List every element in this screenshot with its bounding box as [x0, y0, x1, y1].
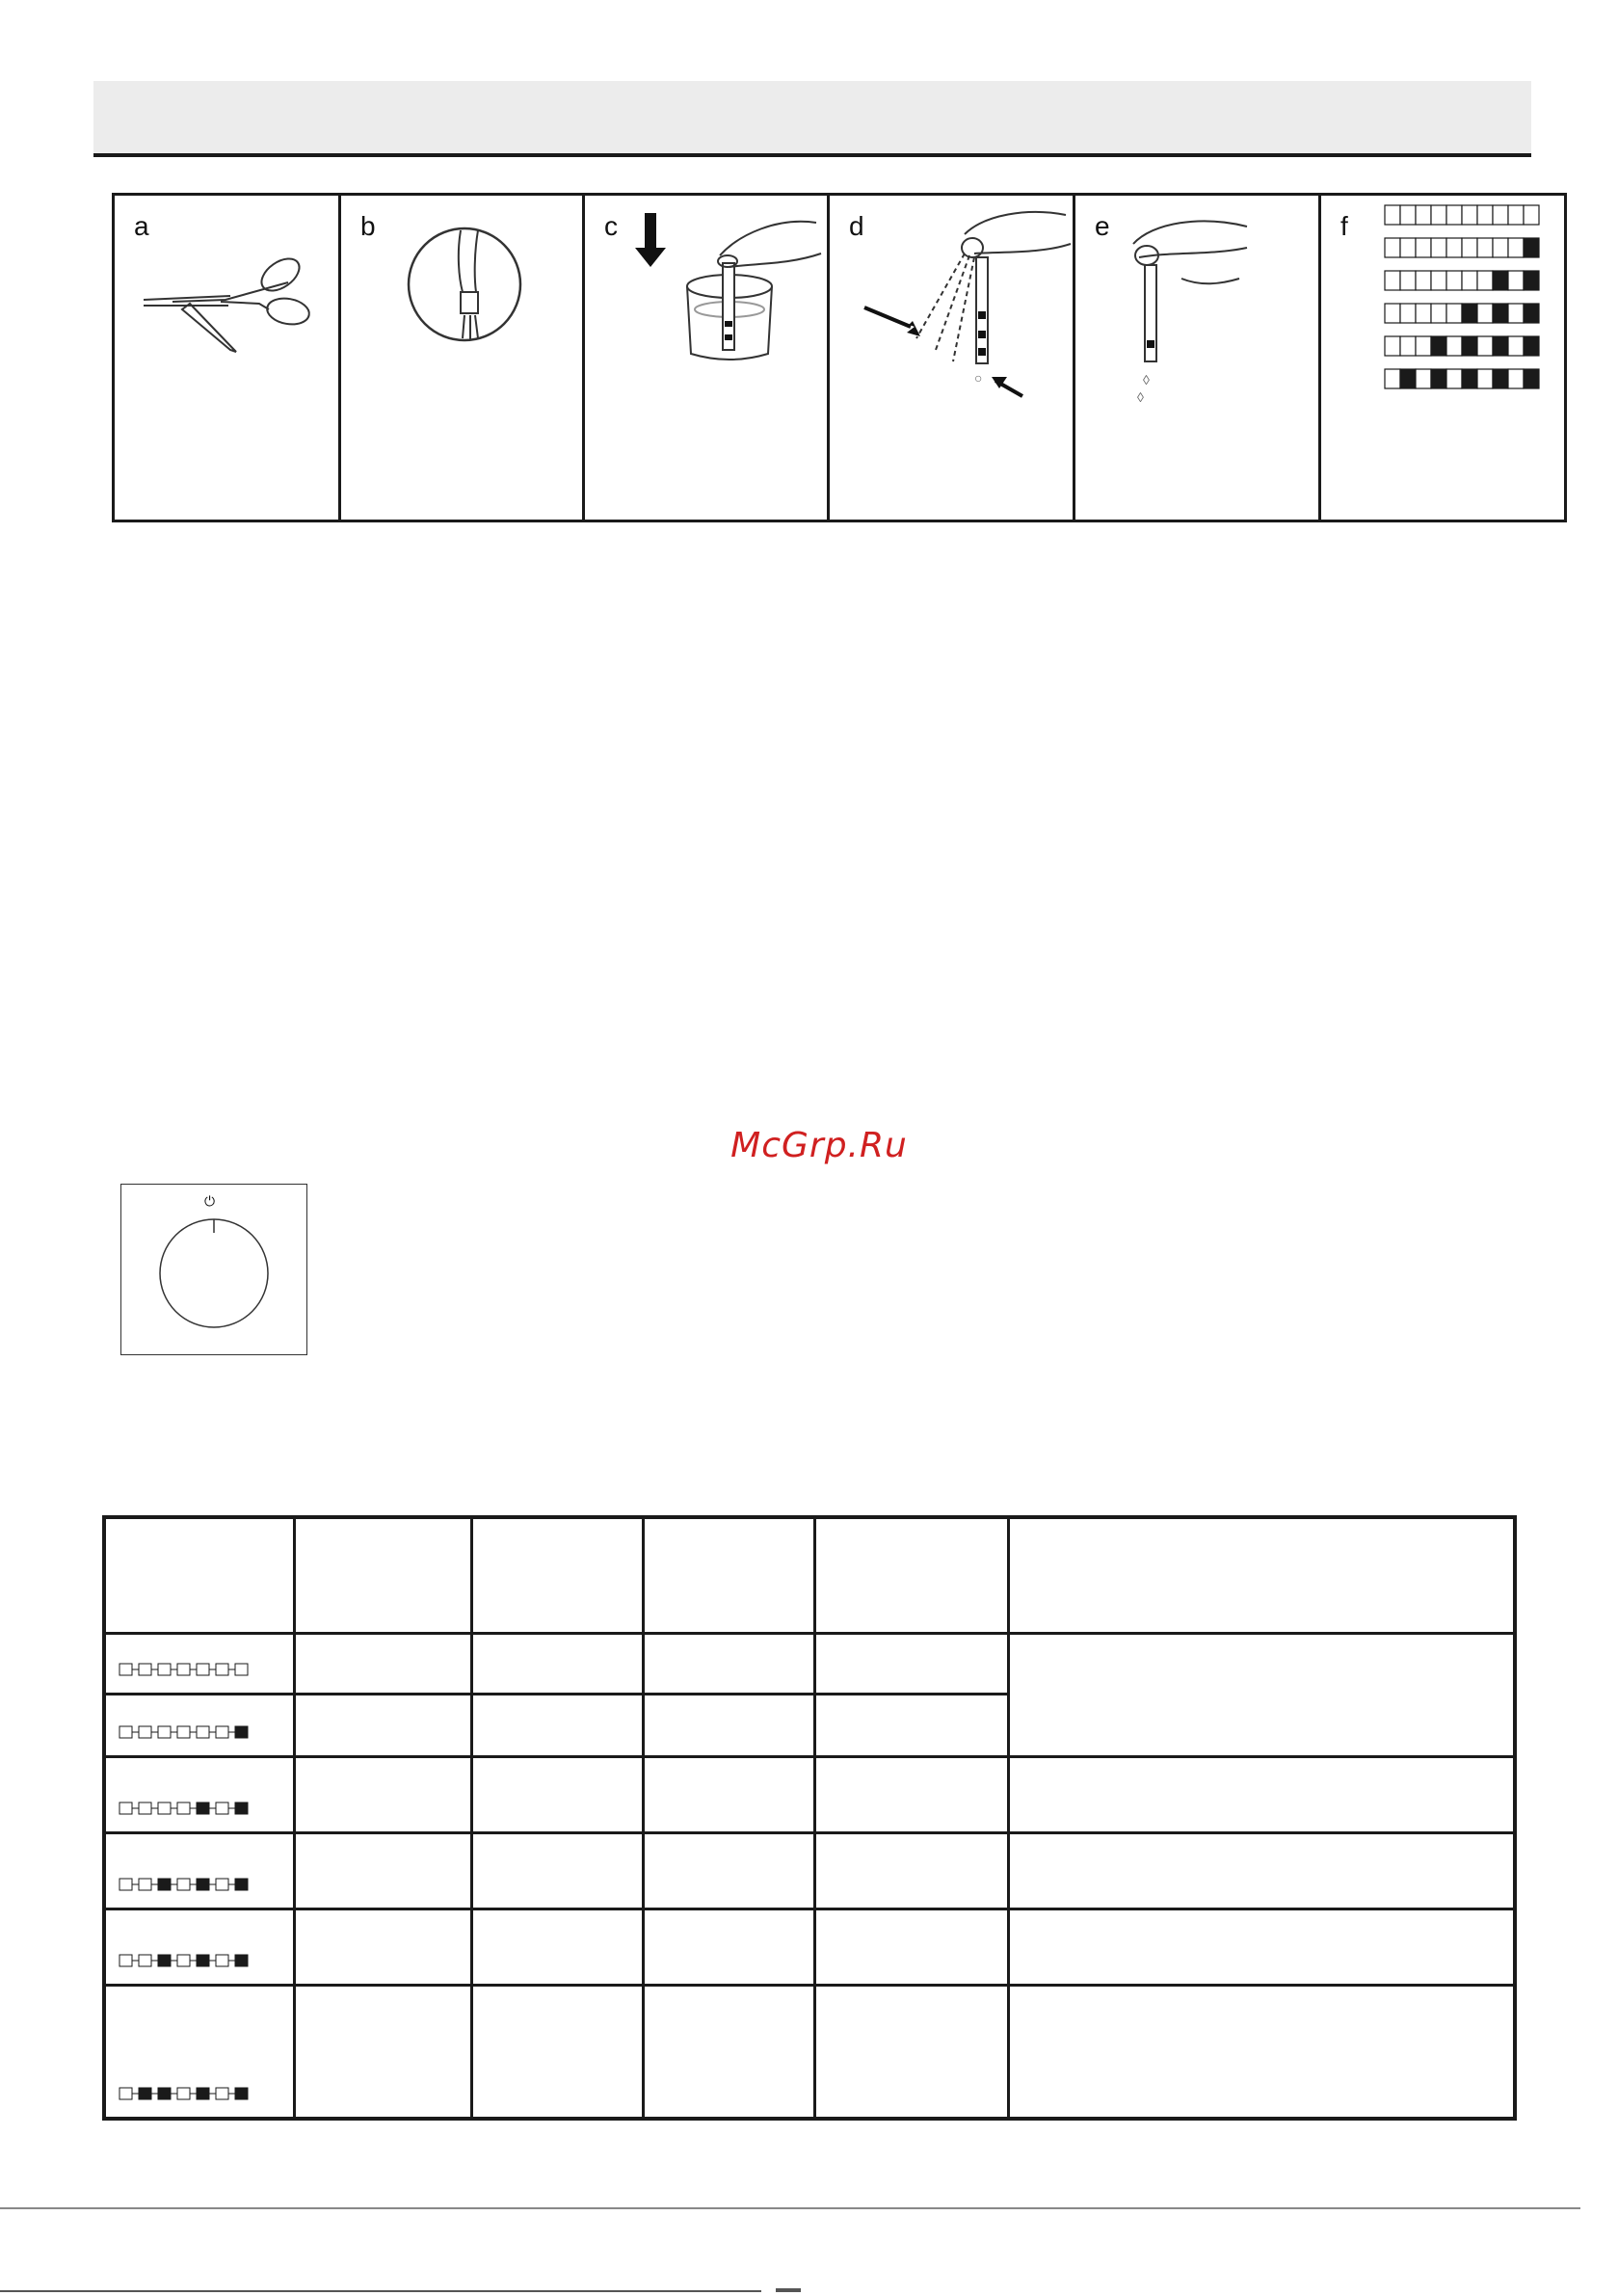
table-header-cell: [1008, 1517, 1515, 1633]
table-cell: [1008, 1985, 1515, 2119]
table-row: [104, 1985, 1515, 2119]
strip-square-dark: [158, 1955, 171, 1966]
strip-square-light: [216, 1664, 228, 1675]
svg-text:◊: ◊: [1137, 389, 1144, 405]
scale-square-light: [1385, 304, 1400, 323]
scale-square-light: [1400, 238, 1416, 257]
panel-a: [112, 193, 341, 522]
table-cell: [814, 1756, 1008, 1832]
read-strip-icon: [1075, 196, 1318, 520]
strip-square-light: [139, 1664, 151, 1675]
scale-square-light: [1416, 271, 1431, 290]
table-header-row: [104, 1517, 1515, 1633]
strip-square-dark: [235, 1879, 248, 1890]
table-cell: [643, 1633, 814, 1694]
scale-square-light: [1446, 304, 1462, 323]
table-cell: [294, 1985, 471, 2119]
strip-square-dark: [158, 2088, 171, 2099]
strip-square-light: [119, 1802, 132, 1814]
table-cell: [294, 1909, 471, 1985]
strip-square-dark: [235, 1802, 248, 1814]
strip-square-light: [216, 1879, 228, 1890]
scale-square-dark: [1462, 304, 1477, 323]
scale-square-light: [1431, 205, 1446, 225]
scale-square-light: [1446, 238, 1462, 257]
footer-rule: [0, 2207, 1580, 2209]
table-cell: [471, 1985, 643, 2119]
scale-square-light: [1446, 271, 1462, 290]
scale-square-light: [1462, 205, 1477, 225]
footer-line: [0, 2290, 761, 2292]
scale-square-light: [1462, 271, 1477, 290]
strip-square-light: [139, 1802, 151, 1814]
table-cell: [294, 1633, 471, 1694]
table-cell: [294, 1756, 471, 1832]
table-cell: [643, 1832, 814, 1909]
scale-square-light: [1508, 271, 1524, 290]
scale-square-dark: [1524, 271, 1539, 290]
strip-square-dark: [235, 2088, 248, 2099]
scale-square-light: [1477, 304, 1493, 323]
scale-square-light: [1462, 238, 1477, 257]
panel-letter: a: [134, 211, 149, 241]
strip-cell: [104, 1985, 294, 2119]
strip-square-light: [119, 1726, 132, 1738]
watermark: McGrp.Ru: [730, 1126, 908, 1165]
table-cell: [643, 1694, 814, 1756]
table-cell: [643, 1985, 814, 2119]
footer-mark: [776, 2288, 801, 2292]
shake-strip-icon: [830, 196, 1073, 520]
table-cell: [1008, 1909, 1515, 1985]
test-strip-icon: [118, 1724, 257, 1740]
test-strip-icon: [118, 1662, 257, 1677]
table-cell: [294, 1694, 471, 1756]
scale-square-light: [1416, 369, 1431, 388]
table-cell: [1008, 1756, 1515, 1832]
table-cell: [471, 1694, 643, 1756]
scale-square-light: [1385, 369, 1400, 388]
panel-letter: c: [604, 211, 618, 241]
scale-square-light: [1477, 238, 1493, 257]
water-tap-icon: [341, 196, 582, 520]
table-header-cell: [814, 1517, 1008, 1633]
strip-cell: [104, 1909, 294, 1985]
hardness-dial-box: [120, 1184, 307, 1355]
scale-square-light: [1446, 369, 1462, 388]
strip-square-light: [216, 1955, 228, 1966]
scale-square-light: [1508, 369, 1524, 388]
scale-square-light: [1400, 336, 1416, 356]
test-strip-icon: [118, 1953, 257, 1968]
panel-d: [827, 193, 1075, 522]
table-row: [104, 1832, 1515, 1909]
scale-square-dark: [1400, 369, 1416, 388]
scale-square-dark: [1493, 369, 1508, 388]
table-row: [104, 1756, 1515, 1832]
scale-square-dark: [1493, 304, 1508, 323]
strip-square-light: [139, 1879, 151, 1890]
panel-letter: b: [360, 211, 376, 241]
strip-square-light: [119, 2088, 132, 2099]
scale-square-light: [1400, 271, 1416, 290]
table-cell: [814, 1633, 1008, 1694]
table-header-cell: [294, 1517, 471, 1633]
strip-square-dark: [158, 1879, 171, 1890]
table-cell: [814, 1832, 1008, 1909]
strip-square-light: [119, 1879, 132, 1890]
table-cell: [814, 1694, 1008, 1756]
test-strip-icon: [118, 1801, 257, 1816]
strip-square-dark: [235, 1955, 248, 1966]
strip-square-light: [177, 1802, 190, 1814]
table-header-cell: [471, 1517, 643, 1633]
scale-square-light: [1416, 304, 1431, 323]
table-row: [104, 1633, 1515, 1694]
scissors-icon: [115, 196, 338, 520]
strip-square-dark: [197, 2088, 209, 2099]
table-cell: [471, 1756, 643, 1832]
strip-square-light: [177, 1955, 190, 1966]
scale-square-light: [1416, 238, 1431, 257]
table-cell: [294, 1832, 471, 1909]
test-strip-icon: [118, 2086, 257, 2101]
scale-square-light: [1400, 205, 1416, 225]
table-cell: [643, 1756, 814, 1832]
scale-square-light: [1385, 271, 1400, 290]
header-rule: [93, 153, 1531, 157]
svg-text:◊: ◊: [1143, 372, 1150, 387]
table-cell: [1008, 1633, 1515, 1756]
table-cell: [471, 1909, 643, 1985]
scale-square-light: [1508, 205, 1524, 225]
strip-square-light: [139, 1955, 151, 1966]
scale-square-light: [1431, 238, 1446, 257]
table-cell: [814, 1985, 1008, 2119]
strip-square-light: [216, 1802, 228, 1814]
table-cell: [471, 1633, 643, 1694]
svg-text:○: ○: [974, 370, 983, 386]
strip-cell: [104, 1694, 294, 1756]
table-cell: [814, 1909, 1008, 1985]
scale-square-light: [1477, 336, 1493, 356]
panel-e: [1073, 193, 1321, 522]
strip-square-dark: [235, 1726, 248, 1738]
panel-letter: d: [849, 211, 864, 241]
scale-square-light: [1493, 238, 1508, 257]
scale-square-light: [1416, 205, 1431, 225]
scale-square-light: [1493, 205, 1508, 225]
scale-square-light: [1446, 336, 1462, 356]
table-header-cell: [104, 1517, 294, 1633]
panel-letter: f: [1340, 211, 1348, 241]
scale-square-light: [1385, 205, 1400, 225]
scale-square-light: [1446, 205, 1462, 225]
scale-square-dark: [1524, 336, 1539, 356]
panel-b: [338, 193, 585, 522]
strip-square-light: [119, 1664, 132, 1675]
scale-square-light: [1477, 369, 1493, 388]
strip-square-light: [177, 2088, 190, 2099]
strip-square-light: [158, 1664, 171, 1675]
table-cell: [643, 1909, 814, 1985]
strip-square-dark: [197, 1802, 209, 1814]
scale-square-light: [1385, 238, 1400, 257]
test-strip-icon: [118, 1877, 257, 1892]
scale-square-dark: [1462, 369, 1477, 388]
table-header-cell: [643, 1517, 814, 1633]
scale-square-light: [1400, 304, 1416, 323]
scale-square-light: [1477, 205, 1493, 225]
panel-f: [1318, 193, 1567, 522]
scale-square-dark: [1524, 304, 1539, 323]
table-cell: [471, 1832, 643, 1909]
strip-square-light: [139, 1726, 151, 1738]
scale-square-light: [1524, 205, 1539, 225]
scale-square-dark: [1524, 369, 1539, 388]
strip-square-light: [216, 2088, 228, 2099]
strip-square-light: [197, 1726, 209, 1738]
panel-c: [582, 193, 830, 522]
table-row: [104, 1909, 1515, 1985]
instruction-panels: [112, 193, 1548, 521]
scale-square-light: [1477, 271, 1493, 290]
scale-square-dark: [1524, 238, 1539, 257]
strip-square-light: [177, 1664, 190, 1675]
scale-square-light: [1431, 271, 1446, 290]
power-symbol: ⏻: [204, 1194, 216, 1210]
strip-square-light: [177, 1879, 190, 1890]
hardness-dial-icon: [121, 1185, 306, 1354]
strip-square-light: [216, 1726, 228, 1738]
scale-square-dark: [1493, 271, 1508, 290]
scale-square-light: [1508, 238, 1524, 257]
scale-square-light: [1385, 336, 1400, 356]
strip-cell: [104, 1756, 294, 1832]
strip-cell: [104, 1832, 294, 1909]
scale-square-light: [1508, 304, 1524, 323]
strip-cell: [104, 1633, 294, 1694]
strip-square-dark: [139, 2088, 151, 2099]
scale-square-dark: [1493, 336, 1508, 356]
hardness-table: [102, 1515, 1517, 2121]
header-band: [93, 81, 1531, 154]
panel-letter: e: [1095, 211, 1110, 241]
strip-scale-icon: [1321, 196, 1564, 520]
scale-square-dark: [1462, 336, 1477, 356]
scale-square-dark: [1431, 369, 1446, 388]
strip-square-dark: [197, 1879, 209, 1890]
strip-square-light: [158, 1726, 171, 1738]
strip-square-light: [177, 1726, 190, 1738]
scale-square-light: [1416, 336, 1431, 356]
glass-dip-icon: [585, 196, 827, 520]
scale-square-light: [1508, 336, 1524, 356]
strip-square-light: [119, 1955, 132, 1966]
strip-square-light: [197, 1664, 209, 1675]
strip-square-light: [235, 1664, 248, 1675]
strip-square-light: [158, 1802, 171, 1814]
table-cell: [1008, 1832, 1515, 1909]
scale-square-light: [1431, 304, 1446, 323]
strip-square-dark: [197, 1955, 209, 1966]
scale-square-dark: [1431, 336, 1446, 356]
